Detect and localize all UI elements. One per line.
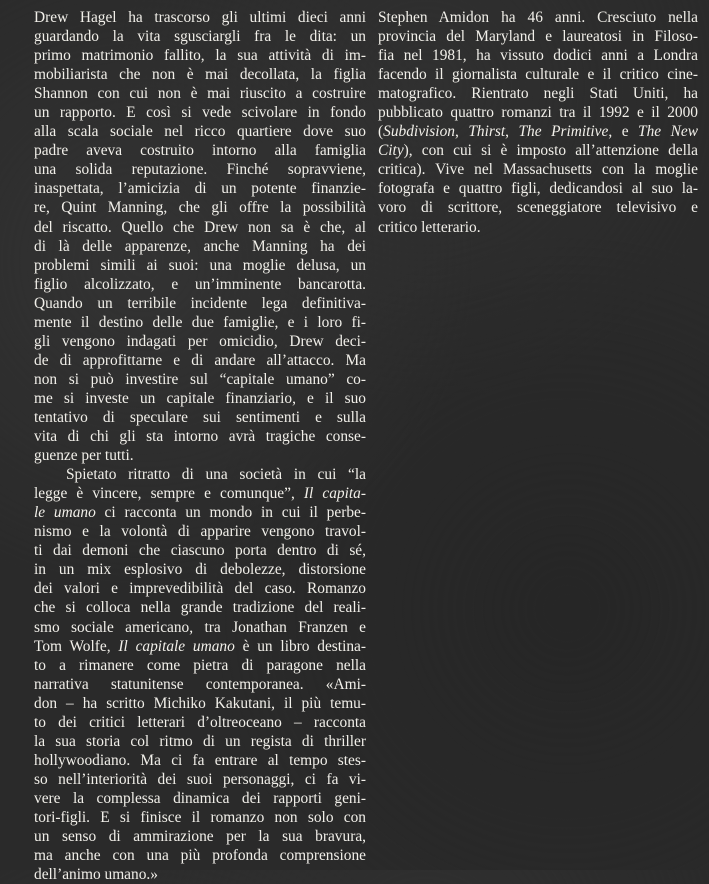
author-bio-line: fotografa e quattro figli, dedicandosi al suo la- — [378, 180, 698, 198]
synopsis-line: inaspettata, l’amicizia di un potente finanzie- — [34, 180, 366, 198]
synopsis-line: in un mix esplosivo di debolezze, distorsione — [34, 561, 366, 579]
author-bio-column — [378, 8, 698, 237]
author-bio-line: City), con cui si è imposto all’attenzione della — [378, 142, 698, 160]
synopsis-line: ma anche con una più profonda comprensione — [34, 847, 366, 865]
synopsis-line: de di approfittarne e di andare all’attacco. Ma — [34, 351, 366, 369]
synopsis-line: dei valori e imprevedibilità del caso. Romanzo — [34, 580, 366, 598]
synopsis-column — [34, 8, 366, 884]
synopsis-line: figlio alcolizzato, e un’imminente bancarotta. — [34, 275, 366, 293]
synopsis-line: problemi simili ai suoi: una moglie delusa, un — [34, 256, 366, 274]
synopsis-line: nismo e la volontà di apparire vengono travol- — [34, 523, 366, 541]
synopsis-line: di là delle apparenze, anche Manning ha dei — [34, 237, 366, 255]
synopsis-line: guenze per tutti. — [34, 447, 134, 465]
synopsis-line: un rapporto. E così si vede scivolare in fondo — [34, 104, 366, 122]
synopsis-line: narrativa statunitense contemporanea. «Ami- — [34, 675, 366, 693]
synopsis-line: che si colloca nella grande tradizione del reali- — [34, 599, 366, 617]
author-bio-line: voro di scrittore, sceneggiatore televisivo e — [378, 199, 698, 217]
synopsis-line: Quando un terribile incidente lega definitiva- — [34, 294, 366, 312]
synopsis-line: vere la complessa dinamica dei rapporti geni- — [34, 789, 366, 807]
synopsis-line: tori-figli. E si finisce il romanzo non solo con — [34, 808, 366, 826]
synopsis-line: le umano ci racconta un mondo in cui il perbe- — [34, 504, 366, 522]
synopsis-line: dell’animo umano.» — [34, 866, 158, 884]
author-bio-line: critica). Vive nel Massachusetts con la moglie — [378, 161, 698, 179]
synopsis-line: vita di chi gli sta intorno avrà tragiche conse- — [34, 428, 366, 446]
synopsis-line: padre aveva costruito intorno alla famiglia — [34, 142, 366, 160]
synopsis-line: me si investe un capitale finanziario, e il suo — [34, 389, 366, 407]
author-bio-line: Stephen Amidon ha 46 anni. Cresciuto nella — [378, 9, 698, 26]
synopsis-line: una solida reputazione. Finché sopravviene, — [34, 161, 366, 179]
synopsis-line: gli vengono indagati per omicidio, Drew deci- — [34, 332, 366, 350]
author-bio-line: critico letterario. — [378, 218, 481, 236]
author-bio-line: matografico. Rientrato negli Stati Uniti, ha — [378, 85, 698, 103]
synopsis-line: Drew Hagel ha trascorso gli ultimi dieci anni — [34, 9, 366, 26]
synopsis-line: hollywoodiano. Ma ci fa entrare al tempo stes- — [34, 751, 366, 769]
synopsis-line: legge è vincere, sempre e comunque”, Il capita- — [34, 485, 366, 503]
synopsis-line: non si può investire sul “capitale umano” co- — [34, 370, 366, 388]
synopsis-line: to a rimanere come pietra di paragone nella — [34, 656, 366, 674]
synopsis-line: smo sociale americano, tra Jonathan Franzen e — [34, 618, 366, 636]
synopsis-line: ti dai demoni che ciascuno porta dentro di sé, — [34, 542, 366, 560]
synopsis-line: to dei critici letterari d’oltreoceano – racconta — [34, 713, 366, 731]
author-bio-line: provincia del Maryland e laureatosi in Filoso- — [378, 28, 698, 46]
synopsis-line: del riscatto. Quello che Drew non sa è che, al — [34, 218, 366, 236]
synopsis-line: alla scala sociale nel ricco quartiere dove suo — [34, 123, 366, 141]
synopsis-line: so nell’interiorità dei suoi personaggi, ci fa vi- — [34, 770, 366, 788]
synopsis-line: guardando la vita sgusciargli fra le dita: un — [34, 28, 366, 46]
author-bio-line: facendo il giornalista culturale e il critico cine- — [378, 66, 698, 84]
synopsis-line: tentativo di speculare sui sentimenti e sulla — [34, 408, 366, 426]
synopsis-line: la sua storia col ritmo di un regista di thriller — [34, 732, 366, 750]
synopsis-line: mente il destino delle due famiglie, e i loro fi- — [34, 313, 366, 331]
author-bio-line: fia nel 1981, ha vissuto dodici anni a Londra — [378, 47, 698, 65]
synopsis-line: don – ha scritto Michiko Kakutani, il più temu- — [34, 694, 366, 712]
synopsis-line: re, Quint Manning, che gli offre la possibilità — [34, 199, 366, 217]
author-bio-line: pubblicato quattro romanzi tra il 1992 e il 2000 — [378, 104, 698, 122]
synopsis-line: mobiliarista che non è mai decollata, la figlia — [34, 66, 366, 84]
synopsis-line: un senso di ammirazione per la sua bravura, — [34, 828, 366, 846]
author-bio-line: (Subdivision, Thirst, The Primitive, e The New — [378, 123, 698, 141]
synopsis-line: Shannon con cui non è mai riuscito a costruire — [34, 85, 366, 103]
synopsis-line: Spietato ritratto di una società in cui “la — [66, 466, 366, 484]
synopsis-line: Tom Wolfe, Il capitale umano è un libro destina- — [34, 637, 366, 655]
synopsis-line: primo matrimonio fallito, la sua attività di im- — [34, 47, 366, 65]
